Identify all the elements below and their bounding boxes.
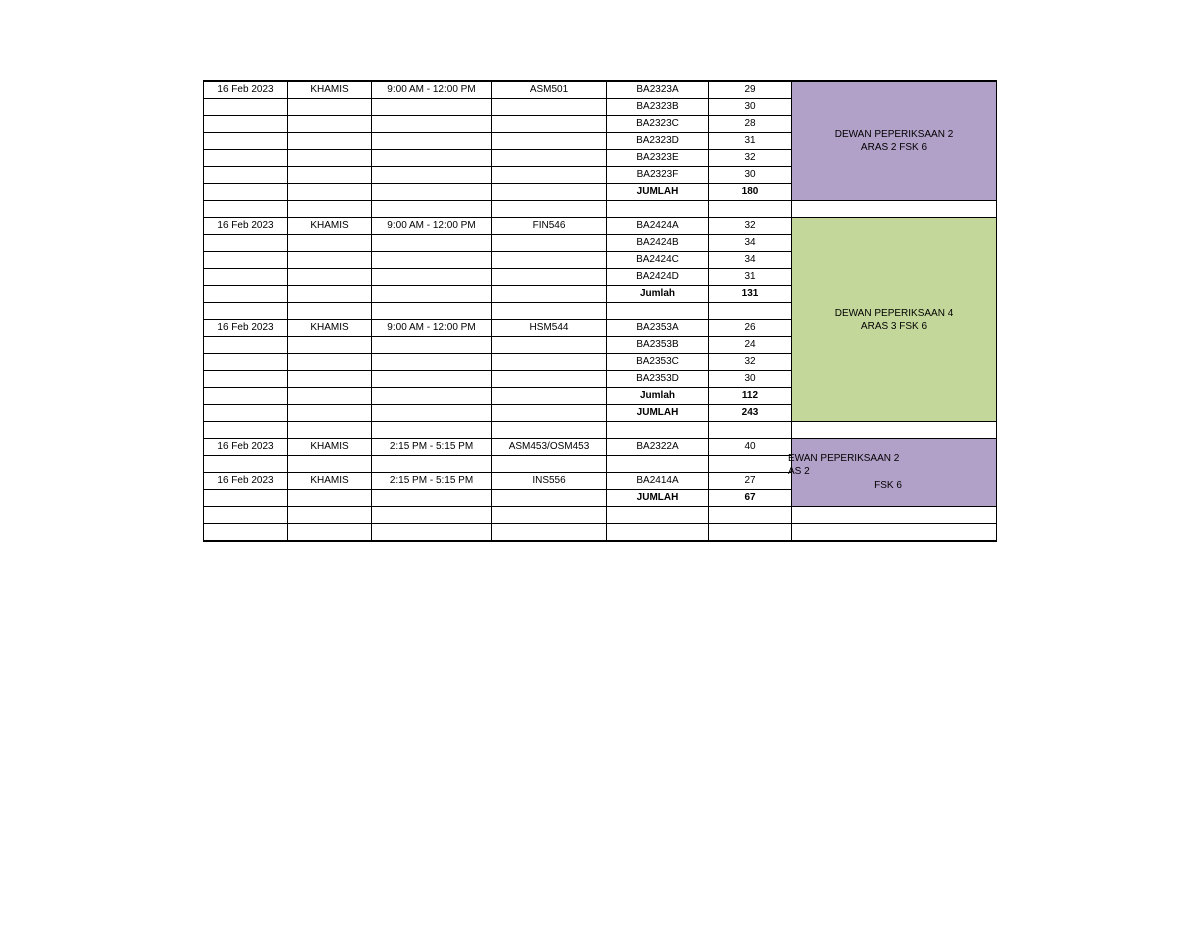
time-cell (372, 167, 492, 184)
date-cell (204, 133, 288, 150)
student-count-cell (709, 422, 792, 439)
date-cell (204, 388, 288, 405)
time-cell: 2:15 PM - 5:15 PM (372, 473, 492, 490)
table-row (204, 81, 997, 99)
student-count-cell: 112 (709, 388, 792, 405)
course-code-cell (492, 269, 607, 286)
course-code-cell (492, 354, 607, 371)
time-cell (372, 116, 492, 133)
day-cell (288, 422, 372, 439)
group-cell: BA2323D (607, 133, 709, 150)
course-code-cell: ASM501 (492, 81, 607, 99)
course-code-cell: FIN546 (492, 218, 607, 235)
group-cell: BA2424B (607, 235, 709, 252)
date-cell: 16 Feb 2023 (204, 473, 288, 490)
empty-venue-cell (792, 524, 997, 542)
group-cell: JUMLAH (607, 184, 709, 201)
date-cell (204, 337, 288, 354)
student-count-cell: 32 (709, 354, 792, 371)
venue-line2: ARAS 3 FSK 6 (860, 320, 928, 332)
date-cell (204, 201, 288, 218)
student-count-cell (709, 201, 792, 218)
time-cell (372, 405, 492, 422)
student-count-cell: 29 (709, 81, 792, 99)
day-cell (288, 235, 372, 252)
time-cell (372, 371, 492, 388)
group-cell: BA2414A (607, 473, 709, 490)
course-code-cell (492, 150, 607, 167)
course-code-cell (492, 507, 607, 524)
venue-line1: EWAN PEPERIKSAAN 2 (788, 453, 900, 464)
student-count-cell: 30 (709, 99, 792, 116)
table-row (204, 524, 997, 542)
time-cell: 9:00 AM - 12:00 PM (372, 81, 492, 99)
group-cell: BA2323A (607, 81, 709, 99)
day-cell (288, 507, 372, 524)
time-cell (372, 303, 492, 320)
day-cell (288, 201, 372, 218)
group-cell: BA2353A (607, 320, 709, 337)
group-cell (607, 507, 709, 524)
empty-venue-cell (792, 201, 997, 218)
course-code-cell (492, 99, 607, 116)
day-cell: KHAMIS (288, 473, 372, 490)
day-cell: KHAMIS (288, 320, 372, 337)
course-code-cell (492, 490, 607, 507)
exam-schedule-table (203, 80, 997, 542)
table-row (204, 422, 997, 439)
course-code-cell (492, 116, 607, 133)
time-cell (372, 524, 492, 542)
exam-schedule-body (204, 81, 997, 541)
date-cell: 16 Feb 2023 (204, 320, 288, 337)
time-cell (372, 252, 492, 269)
time-cell (372, 456, 492, 473)
day-cell (288, 99, 372, 116)
course-code-cell (492, 286, 607, 303)
day-cell (288, 371, 372, 388)
day-cell (288, 405, 372, 422)
student-count-cell: 67 (709, 490, 792, 507)
date-cell (204, 303, 288, 320)
empty-venue-cell (792, 507, 997, 524)
course-code-cell (492, 235, 607, 252)
time-cell (372, 133, 492, 150)
date-cell (204, 354, 288, 371)
exam-venue-cell (792, 218, 997, 422)
day-cell (288, 354, 372, 371)
date-cell (204, 422, 288, 439)
student-count-cell: 31 (709, 269, 792, 286)
date-cell (204, 524, 288, 542)
time-cell: 9:00 AM - 12:00 PM (372, 320, 492, 337)
day-cell (288, 269, 372, 286)
student-count-cell (709, 507, 792, 524)
course-code-cell: HSM544 (492, 320, 607, 337)
date-cell (204, 286, 288, 303)
day-cell (288, 133, 372, 150)
venue-line1: DEWAN PEPERIKSAAN 4 (834, 307, 954, 319)
student-count-cell (709, 303, 792, 320)
date-cell: 16 Feb 2023 (204, 218, 288, 235)
date-cell (204, 252, 288, 269)
student-count-cell: 243 (709, 405, 792, 422)
group-cell: JUMLAH (607, 490, 709, 507)
exam-venue-cell (788, 439, 997, 507)
table-row (204, 439, 997, 456)
table-row (204, 507, 997, 524)
course-code-cell (492, 184, 607, 201)
course-code-cell (492, 422, 607, 439)
exam-venue-text (788, 452, 928, 492)
time-cell (372, 269, 492, 286)
group-cell (607, 201, 709, 218)
group-cell: BA2323C (607, 116, 709, 133)
date-cell (204, 371, 288, 388)
venue-line2: ARAS 2 FSK 6 (860, 142, 928, 153)
day-cell (288, 337, 372, 354)
time-cell (372, 388, 492, 405)
student-count-cell: 30 (709, 167, 792, 184)
group-cell: BA2323E (607, 150, 709, 167)
course-code-cell: INS556 (492, 473, 607, 490)
student-count-cell: 30 (709, 371, 792, 388)
time-cell (372, 507, 492, 524)
group-cell (607, 456, 709, 473)
date-cell (204, 167, 288, 184)
date-cell (204, 184, 288, 201)
course-code-cell (492, 388, 607, 405)
group-cell: BA2323B (607, 99, 709, 116)
group-cell: BA2424C (607, 252, 709, 269)
course-code-cell (492, 405, 607, 422)
group-cell: BA2424D (607, 269, 709, 286)
group-cell: BA2353C (607, 354, 709, 371)
day-cell (288, 490, 372, 507)
day-cell (288, 388, 372, 405)
date-cell: 16 Feb 2023 (204, 439, 288, 456)
student-count-cell: 180 (709, 184, 792, 201)
student-count-cell: 24 (709, 337, 792, 354)
time-cell (372, 235, 492, 252)
day-cell: KHAMIS (288, 81, 372, 99)
student-count-cell: 40 (709, 439, 792, 456)
group-cell: BA2424A (607, 218, 709, 235)
group-cell: JUMLAH (607, 405, 709, 422)
time-cell (372, 337, 492, 354)
day-cell (288, 167, 372, 184)
group-cell: Jumlah (607, 286, 709, 303)
date-cell (204, 507, 288, 524)
day-cell (288, 252, 372, 269)
day-cell (288, 184, 372, 201)
time-cell (372, 490, 492, 507)
day-cell (288, 150, 372, 167)
day-cell (288, 303, 372, 320)
day-cell (288, 524, 372, 542)
time-cell (372, 422, 492, 439)
course-code-cell (492, 524, 607, 542)
student-count-cell: 27 (709, 473, 792, 490)
day-cell: KHAMIS (288, 218, 372, 235)
course-code-cell (492, 337, 607, 354)
course-code-cell (492, 167, 607, 184)
date-cell (204, 456, 288, 473)
date-cell: 16 Feb 2023 (204, 81, 288, 99)
group-cell: BA2323F (607, 167, 709, 184)
student-count-cell: 31 (709, 133, 792, 150)
group-cell: BA2353D (607, 371, 709, 388)
date-cell (204, 99, 288, 116)
time-cell (372, 286, 492, 303)
date-cell (204, 116, 288, 133)
date-cell (204, 150, 288, 167)
student-count-cell (709, 524, 792, 542)
student-count-cell: 34 (709, 235, 792, 252)
group-cell: BA2322A (607, 439, 709, 456)
student-count-cell (709, 456, 792, 473)
day-cell (288, 116, 372, 133)
course-code-cell (492, 456, 607, 473)
student-count-cell: 28 (709, 116, 792, 133)
course-code-cell (492, 303, 607, 320)
time-cell (372, 201, 492, 218)
student-count-cell: 34 (709, 252, 792, 269)
day-cell (288, 286, 372, 303)
time-cell (372, 184, 492, 201)
time-cell (372, 354, 492, 371)
course-code-cell (492, 252, 607, 269)
exam-venue-cell (792, 81, 997, 201)
day-cell: KHAMIS (288, 439, 372, 456)
empty-venue-cell (792, 422, 997, 439)
table-row (204, 218, 997, 235)
date-cell (204, 235, 288, 252)
time-cell (372, 150, 492, 167)
group-cell: Jumlah (607, 388, 709, 405)
group-cell (607, 303, 709, 320)
table-row (204, 201, 997, 218)
group-cell (607, 422, 709, 439)
time-cell (372, 99, 492, 116)
time-cell: 2:15 PM - 5:15 PM (372, 439, 492, 456)
date-cell (204, 405, 288, 422)
course-code-cell (492, 133, 607, 150)
venue-line3: FSK 6 (874, 480, 902, 491)
venue-line2: AS 2 (788, 466, 810, 477)
student-count-cell: 26 (709, 320, 792, 337)
student-count-cell: 32 (709, 218, 792, 235)
student-count-cell: 32 (709, 150, 792, 167)
date-cell (204, 269, 288, 286)
student-count-cell: 131 (709, 286, 792, 303)
course-code-cell: ASM453/OSM453 (492, 439, 607, 456)
venue-line1: DEWAN PEPERIKSAAN 2 (834, 129, 954, 140)
group-cell: BA2353B (607, 337, 709, 354)
course-code-cell (492, 371, 607, 388)
time-cell: 9:00 AM - 12:00 PM (372, 218, 492, 235)
day-cell (288, 456, 372, 473)
group-cell (607, 524, 709, 542)
course-code-cell (492, 201, 607, 218)
date-cell (204, 490, 288, 507)
